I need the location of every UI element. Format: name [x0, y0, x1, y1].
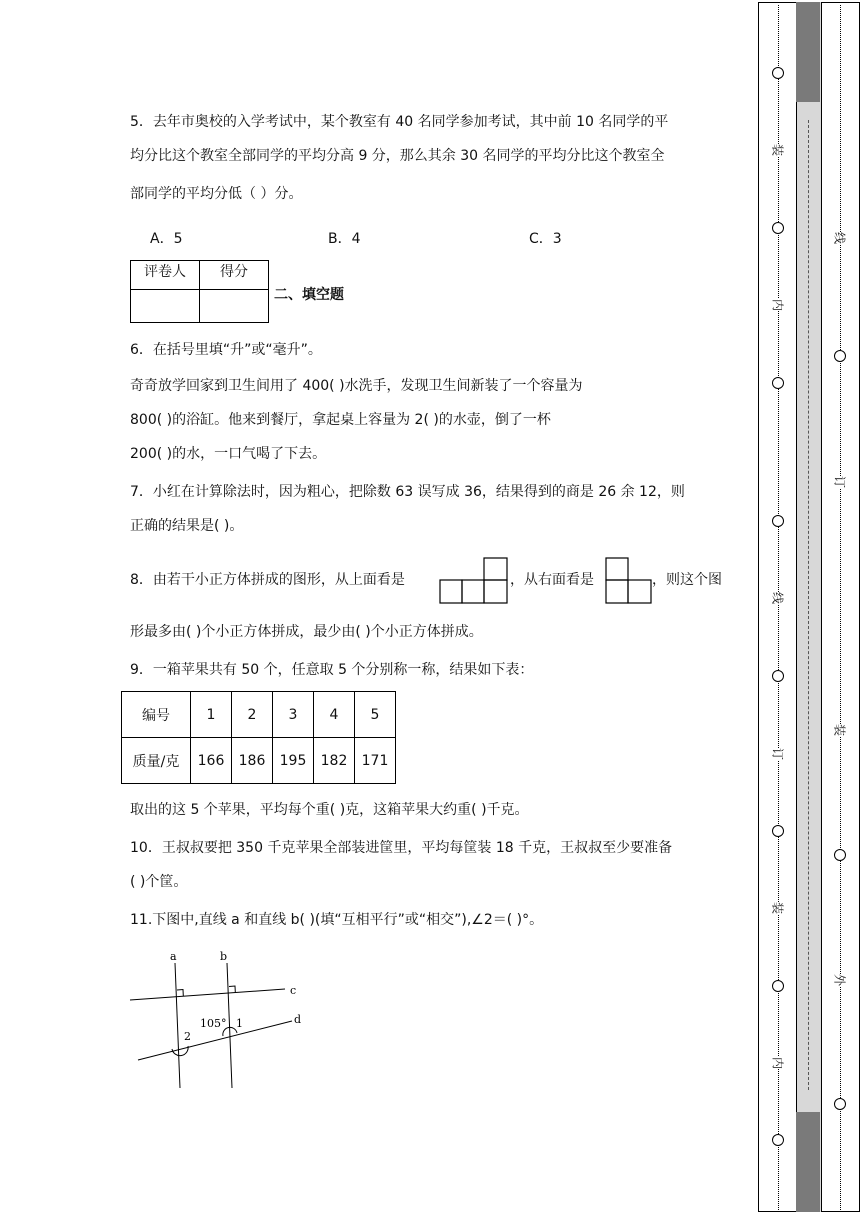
q5-text-line3: 部同学的平均分低（ ）分。 [130, 186, 303, 202]
label-a: a [170, 950, 177, 963]
angle-105-label: 105° [200, 1017, 227, 1030]
binding-label: 订 [832, 475, 847, 489]
strip-dashed-line [808, 120, 809, 1090]
table-header-label: 编号 [122, 692, 191, 738]
binding-label: 装 [770, 901, 785, 915]
top-view-figure [439, 557, 510, 605]
q5-text-line2: 均分比这个教室全部同学的平均分高 9 分，那么其余 30 名同学的平均分比这个教室全 [130, 148, 665, 164]
q7-text-line2: 正确的结果是( )。 [130, 518, 244, 534]
table-cell: 182 [314, 738, 355, 784]
parallel-lines-figure [120, 945, 320, 1095]
table-cell: 5 [355, 692, 396, 738]
table-cell: 1 [191, 692, 232, 738]
binding-hole-icon [834, 350, 846, 362]
apple-weight-table [121, 691, 396, 784]
table-cell: 3 [273, 692, 314, 738]
section-title: 二、填空题 [274, 287, 344, 303]
grader-cell[interactable] [131, 290, 200, 323]
binding-hole-icon [834, 849, 846, 861]
table-row [122, 692, 396, 738]
q6-text-line3: 800( )的浴缸。他来到餐厅，拿起桌上容量为 2( )的水壶，倒了一杯 [130, 412, 551, 428]
grader-header: 评卷人 [131, 261, 200, 290]
q5-text-line1: 5．去年市奥校的入学考试中，某个教室有 40 名同学参加考试，其中前 10 名同学的平 [130, 114, 669, 130]
outer-dotted-line [840, 5, 841, 1210]
q7-text-line1: 7．小红在计算除法时，因为粗心，把除数 63 误写成 36，结果得到的商是 26 余 12，则 [130, 484, 685, 500]
table-cell: 4 [314, 692, 355, 738]
angle-1-label: 1 [236, 1017, 243, 1030]
q11-text-line1: 11.下图中,直线 a 和直线 b( )(填“互相平行”或“相交”),∠2＝( )°。 [130, 912, 544, 928]
table-row-label: 质量/克 [122, 738, 191, 784]
binding-hole-icon [772, 377, 784, 389]
binding-label: 订 [770, 747, 785, 761]
binding-label: 内 [770, 298, 785, 312]
table-cell: 166 [191, 738, 232, 784]
binding-hole-icon [772, 222, 784, 234]
q5-option-c: C．3 [529, 231, 562, 247]
binding-label: 装 [770, 143, 785, 157]
grader-score-box [130, 260, 269, 323]
table-row [122, 738, 396, 784]
q6-text-line2: 奇奇放学回家到卫生间用了 400( )水洗手，发现卫生间新装了一个容量为 [130, 378, 583, 394]
binding-strip [796, 2, 822, 1212]
table-cell: 186 [232, 738, 273, 784]
binding-hole-icon [834, 1098, 846, 1110]
q6-text-line4: 200( )的水，一口气喝了下去。 [130, 446, 327, 462]
q6-text-line1: 6．在括号里填“升”或“毫升”。 [130, 342, 322, 358]
score-header: 得分 [200, 261, 269, 290]
q8-text-line2: 形最多由( )个小正方体拼成，最少由( )个小正方体拼成。 [130, 624, 483, 640]
q9-text-line2: 取出的这 5 个苹果，平均每个重( )克，这箱苹果大约重( )千克。 [130, 802, 529, 818]
binding-hole-icon [772, 515, 784, 527]
binding-hole-icon [772, 980, 784, 992]
label-d: d [294, 1013, 302, 1026]
q8-text-line1-c: ，则这个图 [652, 572, 722, 588]
inner-dotted-line [778, 5, 779, 1210]
table-cell: 2 [232, 692, 273, 738]
table-cell: 171 [355, 738, 396, 784]
binding-hole-icon [772, 670, 784, 682]
table-cell: 195 [273, 738, 314, 784]
q10-text-line1: 10．王叔叔要把 350 千克苹果全部装进筐里，平均每筐装 18 千克，王叔叔至少要准备 [130, 840, 673, 856]
label-c: c [290, 984, 297, 997]
binding-margin [756, 0, 860, 1216]
q9-text-line1: 9．一箱苹果共有 50 个，任意取 5 个分别称一称，结果如下表： [130, 662, 534, 678]
binding-label: 外 [832, 973, 847, 987]
binding-hole-icon [772, 825, 784, 837]
label-b: b [220, 950, 228, 963]
right-view-figure [605, 557, 653, 605]
angle-2-label: 2 [184, 1030, 191, 1043]
binding-label: 线 [832, 231, 847, 245]
strip-top-dark [796, 2, 820, 102]
binding-hole-icon [772, 67, 784, 79]
binding-label: 内 [770, 1056, 785, 1070]
binding-hole-icon [772, 1134, 784, 1146]
binding-label: 线 [770, 591, 785, 605]
q5-option-a: A．5 [150, 231, 183, 247]
q5-option-b: B．4 [328, 231, 361, 247]
binding-label: 装 [832, 723, 847, 737]
q10-text-line2: ( )个筐。 [130, 874, 188, 890]
q8-text-line1-a: 8．由若干小正方体拼成的图形，从上面看是 [130, 572, 405, 588]
q8-text-line1-b: ，从右面看是 [510, 572, 594, 588]
score-cell[interactable] [200, 290, 269, 323]
strip-bottom-dark [796, 1112, 820, 1212]
